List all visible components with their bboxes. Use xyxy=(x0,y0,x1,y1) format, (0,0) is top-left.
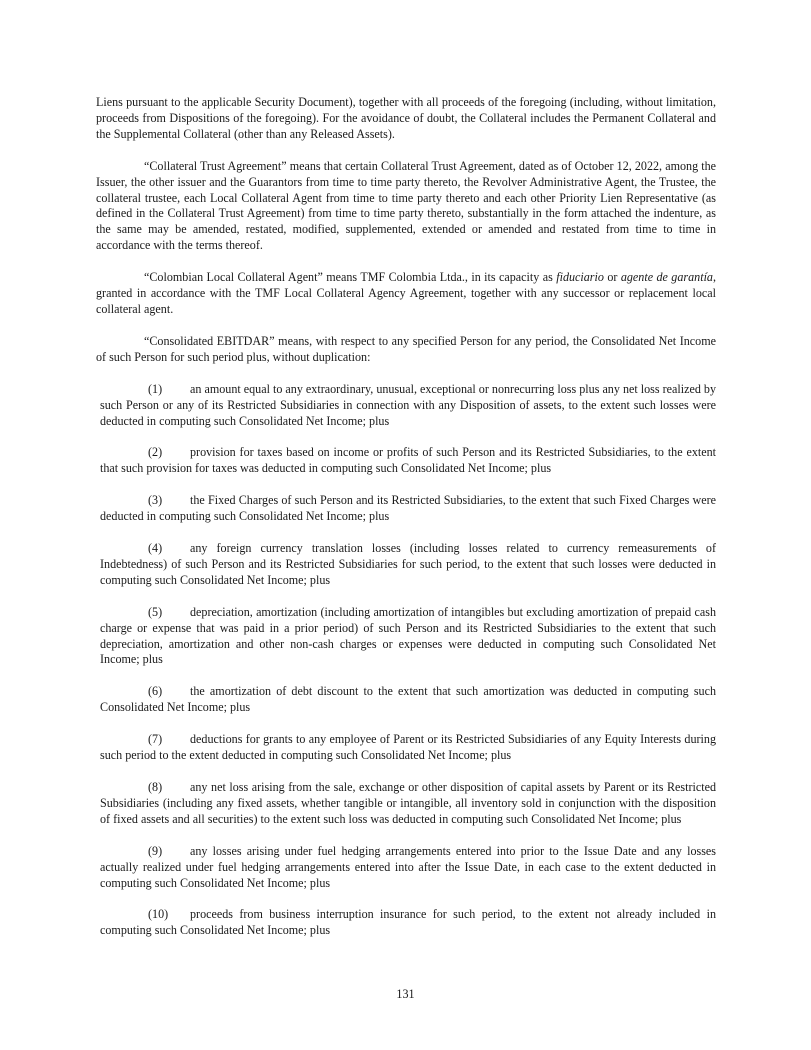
list-item xyxy=(96,844,716,892)
item-number: (2) xyxy=(148,445,163,460)
paragraph-collateral-trust-agreement: “Collateral Trust Agreement” means that certain Collateral Trust Agreement, dated as of October 12, 2022, among the Issuer, the other issuer and the Guarantors from time to time party thereto, the Revolver Administrative Agent, the Trustee, the collateral trustee, each Local Collateral Agent from time to time party thereto and each other Priority Lien Representative (as defined in the Collateral Trust Agreement) from time to time party thereto, substantially in the form attached the indenture, as the same may be amended, restated, modified, supplemented, extended or amended and restated from time to time in accordance with the terms thereof. xyxy=(96,158,716,253)
item-text: the amortization of debt discount to the extent that such amortization was deducted in computing such Consolidated Net Income; plus xyxy=(100,684,716,715)
item-text: any foreign currency translation losses (including losses related to currency remeasurements of Indebtedness) of such Person and its Restricted Subsidiaries for such period, to the extent that such losses were deducted in computing such Consolidated Net Income; plus xyxy=(100,541,716,587)
item-number: (4) xyxy=(148,541,163,556)
italic-term-agente-de-garantia: agente de garantía xyxy=(620,270,713,285)
item-number: (5) xyxy=(148,604,163,619)
item-text: an amount equal to any extraordinary, unusual, exceptional or nonrecurring loss plus any net loss realized by such Person or any of its Restricted Subsidiaries in connection with any Disposition of assets, to the extent such losses were deducted in computing such Consolidated Net Income; plus xyxy=(100,381,716,428)
item-text: any losses arising under fuel hedging arrangements entered into prior to the Issue Date and any losses actually realized under fuel hedging arrangements entered into after the Issue Date, in each case to the extent deducted in computing such Consolidated Net Income; plus xyxy=(100,843,716,890)
paragraph-collateral-continued: Liens pursuant to the applicable Security Document), together with all proceeds of the foregoing (including, without limitation, proceeds from Dispositions of the foregoing). For the avoidance of doubt, the Collateral includes the Permanent Collateral and the Supplemental Collateral (other than any Released Assets). xyxy=(96,95,716,141)
list-item xyxy=(96,907,716,939)
paragraph-consolidated-ebitdar: “Consolidated EBITDAR” means, with respect to any specified Person for any period, the Consolidated Net Income of such Person for such period plus, without duplication: xyxy=(96,333,716,364)
page-body xyxy=(96,95,716,955)
item-text: depreciation, amortization (including amortization of intangibles but excluding amortization of prepaid cash charge or expense that was paid in a prior period) of such Person and its Restricted Subsidiaries to the extent that such depreciation, amortization and other non-cash charges or expenses were deducted in computing such Consolidated Net Income; plus xyxy=(100,604,716,667)
item-text: deductions for grants to any employee of Parent or its Restricted Subsidiaries of any Equity Interests during such period to the extent deducted in computing such Consolidated Net Income; plus xyxy=(100,732,716,763)
list-item xyxy=(96,382,716,430)
item-text: the Fixed Charges of such Person and its Restricted Subsidiaries, to the extent that such Fixed Charges were deducted in computing such Consolidated Net Income; plus xyxy=(100,493,716,524)
paragraph-colombian-local-collateral-agent xyxy=(96,270,716,318)
list-item xyxy=(96,780,716,828)
text-segment: or xyxy=(603,270,621,285)
list-item xyxy=(96,605,716,669)
item-number: (1) xyxy=(148,381,163,396)
item-number: (6) xyxy=(148,684,163,699)
list-item xyxy=(96,541,716,589)
item-number: (7) xyxy=(148,732,163,747)
item-text: any net loss arising from the sale, exchange or other disposition of capital assets by Parent or its Restricted Subsidiaries (including any fixed assets, whether tangible or intangible, all inventory sold in conjunction with the disposition of fixed assets and all securities) to the extent such loss was deducted in computing such Consolidated Net Income; plus xyxy=(100,780,716,826)
item-text: provision for taxes based on income or profits of such Person and its Restricted Subsidiaries, to the extent that such provision for taxes was deducted in computing such Consolidated Net Income; plus xyxy=(100,445,716,476)
text-segment: “Colombian Local Collateral Agent” means TMF Colombia Ltda., in its capacity as xyxy=(144,270,557,285)
item-number: (8) xyxy=(148,780,163,794)
page-number: 131 xyxy=(396,987,415,1001)
text-segment: , granted in accordance with the TMF Local Collateral Agency Agreement, together with any successor or replacement local collateral agent. xyxy=(96,270,717,316)
item-number: (3) xyxy=(148,493,163,508)
list-item xyxy=(96,684,716,716)
item-number: (9) xyxy=(148,843,163,858)
list-item xyxy=(96,445,716,477)
item-text: proceeds from business interruption insurance for such period, to the extent not already included in computing such Consolidated Net Income; plus xyxy=(100,907,716,938)
item-number: (10) xyxy=(148,907,169,922)
list-item xyxy=(96,493,716,525)
list-item xyxy=(96,732,716,764)
italic-term-fiduciario: fiduciario xyxy=(556,270,604,285)
